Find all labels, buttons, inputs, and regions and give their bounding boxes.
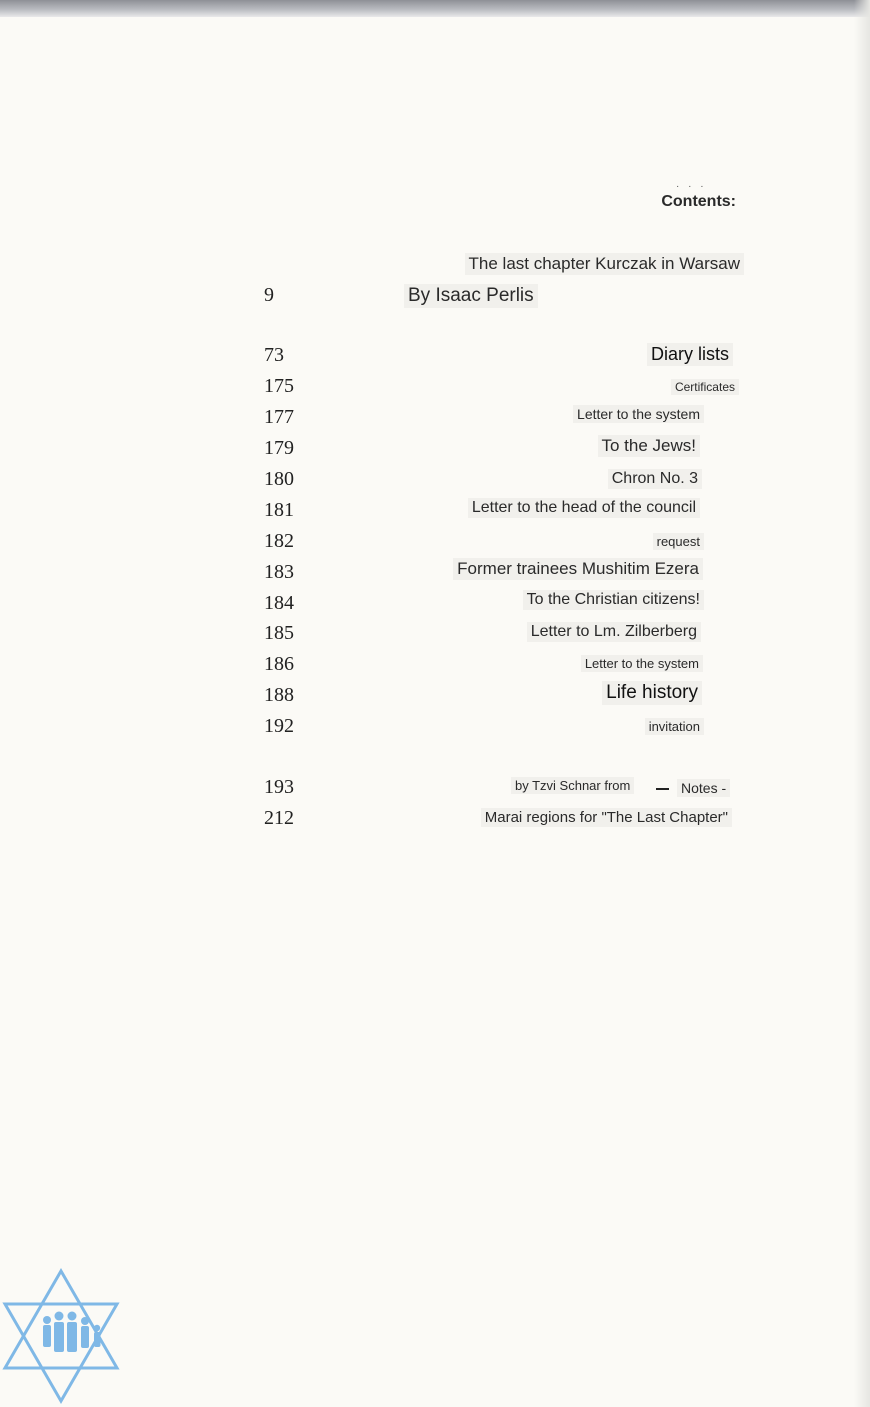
decorative-dots: · · · (676, 181, 707, 192)
toc-entry-page: 186 (264, 653, 294, 675)
toc-entry-page: 181 (264, 499, 294, 521)
toc-entry-page: 73 (264, 344, 284, 366)
toc-entry-title: To the Jews! (598, 435, 701, 457)
toc-entry-title: By Isaac Perlis (404, 284, 538, 308)
toc-entry-page: 175 (264, 375, 294, 397)
toc-entry-page: 212 (264, 807, 294, 829)
toc-entry-title: The last chapter Kurczak in Warsaw (465, 253, 744, 275)
toc-entry-title: To the Christian citizens! (523, 590, 704, 610)
star-of-david-family-icon (2, 1268, 120, 1404)
toc-entry-title: Certificates (671, 379, 739, 395)
toc-entry-page: 185 (264, 622, 294, 644)
toc-entry-page: 182 (264, 530, 294, 552)
toc-entry-title: Letter to Lm. Zilberberg (527, 622, 701, 642)
toc-entry-page: 9 (264, 284, 274, 306)
toc-entry-title: invitation (645, 718, 704, 735)
toc-entry-title: Letter to the system (581, 655, 703, 672)
toc-entry-title: Letter to the system (573, 405, 704, 423)
toc-entry-title: Life history (602, 681, 702, 705)
toc-entry-page: 192 (264, 715, 294, 737)
dash-separator (656, 788, 669, 790)
toc-entry-title: Letter to the head of the council (468, 498, 700, 518)
toc-entry-title: Notes - (677, 779, 730, 797)
toc-entry-page: 193 (264, 776, 294, 798)
toc-entry-title: by Tzvi Schnar from (511, 777, 634, 794)
toc-entry-page: 184 (264, 592, 294, 614)
toc-entry-page: 188 (264, 684, 294, 706)
toc-entry-title: Diary lists (647, 343, 733, 366)
toc-entry-title: Former trainees Mushitim Ezera (453, 558, 703, 580)
toc-entry-title: Chron No. 3 (608, 469, 702, 489)
page-title: Contents: (661, 193, 736, 210)
toc-entry-page: 180 (264, 468, 294, 490)
toc-entry-title: Marai regions for "The Last Chapter" (481, 808, 732, 827)
toc-entry-page: 179 (264, 437, 294, 459)
toc-entry-page: 177 (264, 406, 294, 428)
toc-entry-title: request (653, 533, 704, 550)
toc-entry-page: 183 (264, 561, 294, 583)
